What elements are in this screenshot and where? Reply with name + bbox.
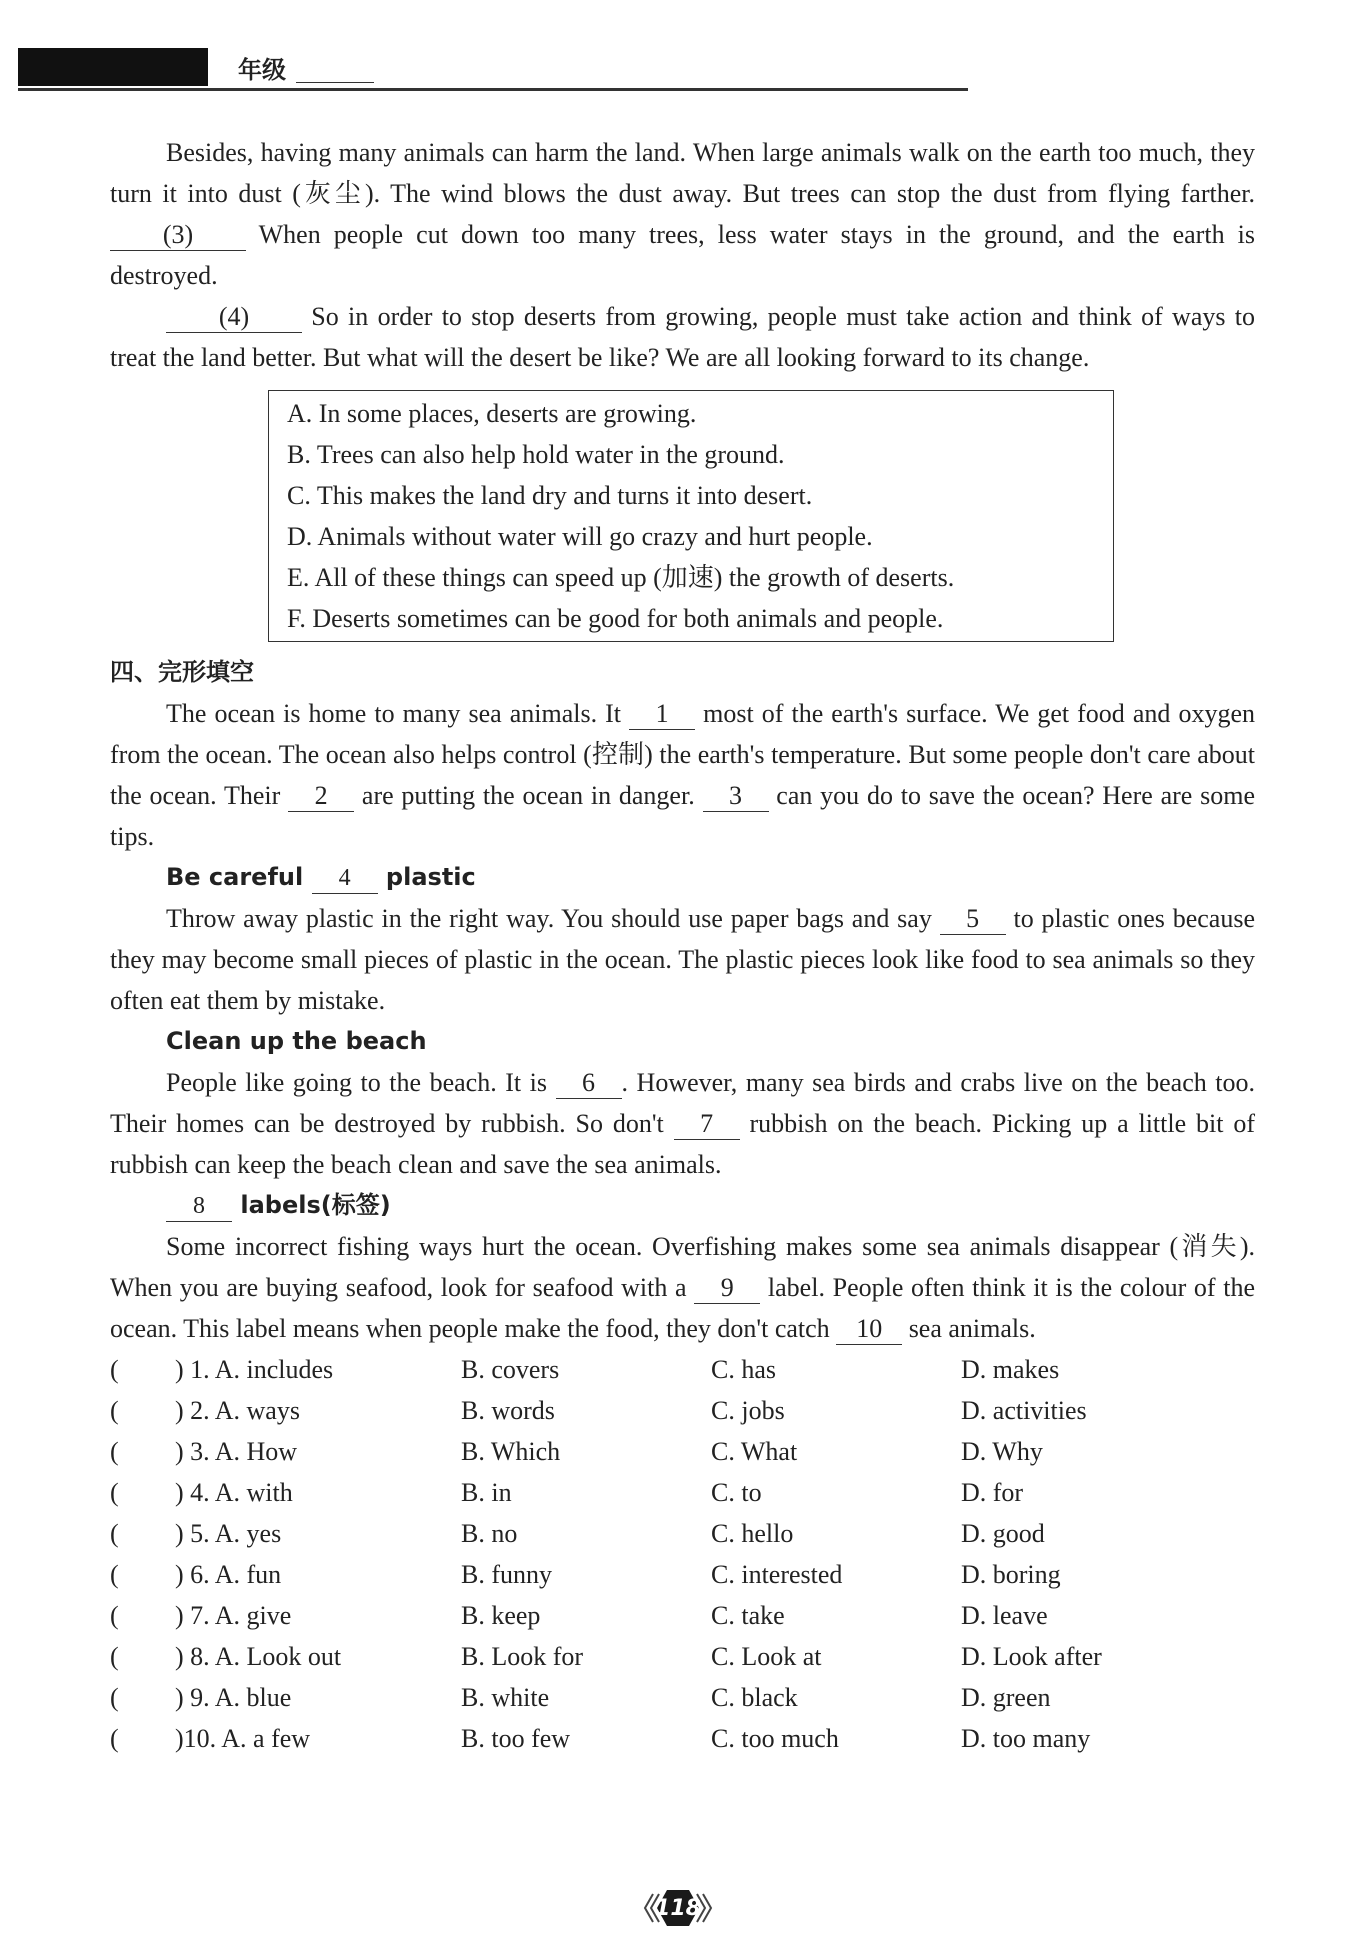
answer-paren[interactable]: ( — [110, 1642, 119, 1671]
question-b: B. funny — [461, 1560, 552, 1589]
cloze-blank-8[interactable]: 8 — [166, 1191, 232, 1222]
subheading-labels: 8 labels(标签) — [110, 1185, 1255, 1226]
question-row — [110, 1636, 1255, 1677]
cloze-blank-6[interactable]: 6 — [556, 1068, 622, 1099]
reading-paragraph-2: (4) So in order to stop deserts from growing, people must take action and think of ways to treat the land better. But what will the desert be like? We are all looking forward to its change. — [110, 302, 1255, 372]
question-b: B. too few — [461, 1724, 571, 1753]
cloze-paragraph-1: The ocean is home to many sea animals. It 1 most of the earth's surface. We get food and oxygen from the ocean. The ocean also helps control (控制) the earth's temperature. But some people don't care about the ocean. Their 2 are putting the ocean in danger. 3 can you do to save the ocean? Here are some tips. — [110, 699, 1256, 851]
option-c: C. This makes the land dry and turns it into desert. — [287, 481, 813, 510]
question-b: B. no — [461, 1519, 518, 1548]
question-row — [110, 1390, 1255, 1431]
cloze-blank-2[interactable]: 2 — [288, 781, 354, 812]
blank-4[interactable]: (4) — [166, 302, 302, 333]
question-b: B. white — [461, 1683, 550, 1712]
cloze-paragraph-3: People like going to the beach. It is 6 . However, many sea birds and crabs live on the beach too. Their homes can be destroyed by rubbish. So don't 7 rubbish on the beach. Picking up a little bit of rubbish can keep the beach clean and save the sea animals. — [110, 1068, 1255, 1179]
question-d: D. good — [961, 1519, 1045, 1548]
question-a: ) 3. A. How — [175, 1437, 298, 1466]
question-row — [110, 1718, 1255, 1759]
question-c: C. take — [711, 1601, 785, 1630]
question-b: B. Look for — [461, 1642, 584, 1671]
question-d: D. Look after — [961, 1642, 1102, 1671]
cloze-blank-1[interactable]: 1 — [629, 699, 695, 730]
option-b: B. Trees can also help hold water in the ground. — [287, 440, 785, 469]
answer-paren[interactable]: ( — [110, 1437, 119, 1466]
blank-3[interactable]: (3) — [110, 220, 246, 251]
grade-label: 年级 — [238, 56, 286, 84]
answer-paren[interactable]: ( — [110, 1478, 119, 1507]
answer-paren[interactable]: ( — [110, 1355, 119, 1384]
question-row — [110, 1554, 1255, 1595]
cloze-paragraph-4: Some incorrect fishing ways hurt the ocean. Overfishing makes some sea animals disappear (消失). When you are buying seafood, look for seafood with a 9 label. People often think it is the colour of the ocean. This label means when people make the food, they don't catch 10 sea animals. — [110, 1232, 1255, 1343]
question-c: C. to — [711, 1478, 762, 1507]
question-list — [110, 1349, 1255, 1759]
subheading-be-careful: Be careful 4 plastic — [110, 857, 1255, 898]
question-row — [110, 1677, 1255, 1718]
question-row — [110, 1431, 1255, 1472]
question-c: C. Look at — [711, 1642, 822, 1671]
reading-paragraph-1: Besides, having many animals can harm the land. When large animals walk on the earth too much, they turn it into dust (灰尘). The wind blows the dust away. But trees can stop the dust from flying farther. (3) When people cut down too many trees, less water stays in the ground, and the earth is destroyed. — [110, 138, 1255, 290]
question-row — [110, 1513, 1255, 1554]
question-d: D. for — [961, 1478, 1024, 1507]
question-d: D. too many — [961, 1724, 1091, 1753]
question-b: B. covers — [461, 1355, 560, 1384]
question-d: D. Why — [961, 1437, 1043, 1466]
answer-paren[interactable]: ( — [110, 1724, 119, 1753]
question-a: )10. A. a few — [175, 1724, 311, 1753]
question-d: D. leave — [961, 1601, 1048, 1630]
question-a: ) 7. A. give — [175, 1601, 292, 1630]
question-row — [110, 1595, 1255, 1636]
cloze-blank-3[interactable]: 3 — [703, 781, 769, 812]
cloze-blank-5[interactable]: 5 — [940, 904, 1006, 935]
question-b: B. in — [461, 1478, 512, 1507]
cloze-blank-9[interactable]: 9 — [694, 1273, 760, 1304]
question-row — [110, 1472, 1255, 1513]
question-c: C. jobs — [711, 1396, 785, 1425]
question-d: D. boring — [961, 1560, 1061, 1589]
cloze-blank-7[interactable]: 7 — [674, 1109, 740, 1140]
answer-paren[interactable]: ( — [110, 1560, 119, 1589]
header-bar — [18, 48, 208, 86]
answer-paren[interactable]: ( — [110, 1519, 119, 1548]
question-b: B. words — [461, 1396, 555, 1425]
question-a: ) 2. A. ways — [175, 1396, 300, 1425]
question-c: C. too much — [711, 1724, 839, 1753]
answer-paren[interactable]: ( — [110, 1683, 119, 1712]
option-e: E. All of these things can speed up (加速) the growth of deserts. — [287, 563, 955, 592]
page-number: 118 — [643, 1880, 713, 1936]
question-a: ) 1. A. includes — [175, 1355, 334, 1384]
question-b: B. keep — [461, 1601, 541, 1630]
option-a: A. In some places, deserts are growing. — [287, 399, 697, 428]
question-row — [110, 1349, 1255, 1390]
question-d: D. makes — [961, 1355, 1060, 1384]
question-a: ) 9. A. blue — [175, 1683, 292, 1712]
question-d: D. green — [961, 1683, 1051, 1712]
subheading-clean-beach: Clean up the beach — [166, 1027, 427, 1055]
options-box — [268, 390, 1114, 642]
option-f: F. Deserts sometimes can be good for both animals and people. — [287, 604, 944, 633]
header-rule — [18, 88, 968, 91]
question-a: ) 5. A. yes — [175, 1519, 282, 1548]
section-title: 四、完形填空 — [110, 658, 254, 686]
question-c: C. black — [711, 1683, 798, 1712]
answer-paren[interactable]: ( — [110, 1396, 119, 1425]
content — [110, 132, 1255, 1759]
answer-paren[interactable]: ( — [110, 1601, 119, 1630]
question-c: C. hello — [711, 1519, 794, 1548]
question-a: ) 8. A. Look out — [175, 1642, 342, 1671]
question-c: C. interested — [711, 1560, 843, 1589]
question-a: ) 6. A. fun — [175, 1560, 282, 1589]
question-c: C. What — [711, 1437, 798, 1466]
cloze-blank-4[interactable]: 4 — [312, 863, 378, 894]
option-d: D. Animals without water will go crazy and hurt people. — [287, 522, 873, 551]
cloze-blank-10[interactable]: 10 — [836, 1314, 902, 1345]
grade-blank[interactable] — [296, 82, 374, 83]
question-d: D. activities — [961, 1396, 1087, 1425]
question-a: ) 4. A. with — [175, 1478, 293, 1507]
question-b: B. Which — [461, 1437, 561, 1466]
cloze-paragraph-2: Throw away plastic in the right way. You should use paper bags and say 5 to plastic ones because they may become small pieces of plastic in the ocean. The plastic pieces look like food to sea animals so they often eat them by mistake. — [110, 904, 1255, 1015]
question-c: C. has — [711, 1355, 776, 1384]
